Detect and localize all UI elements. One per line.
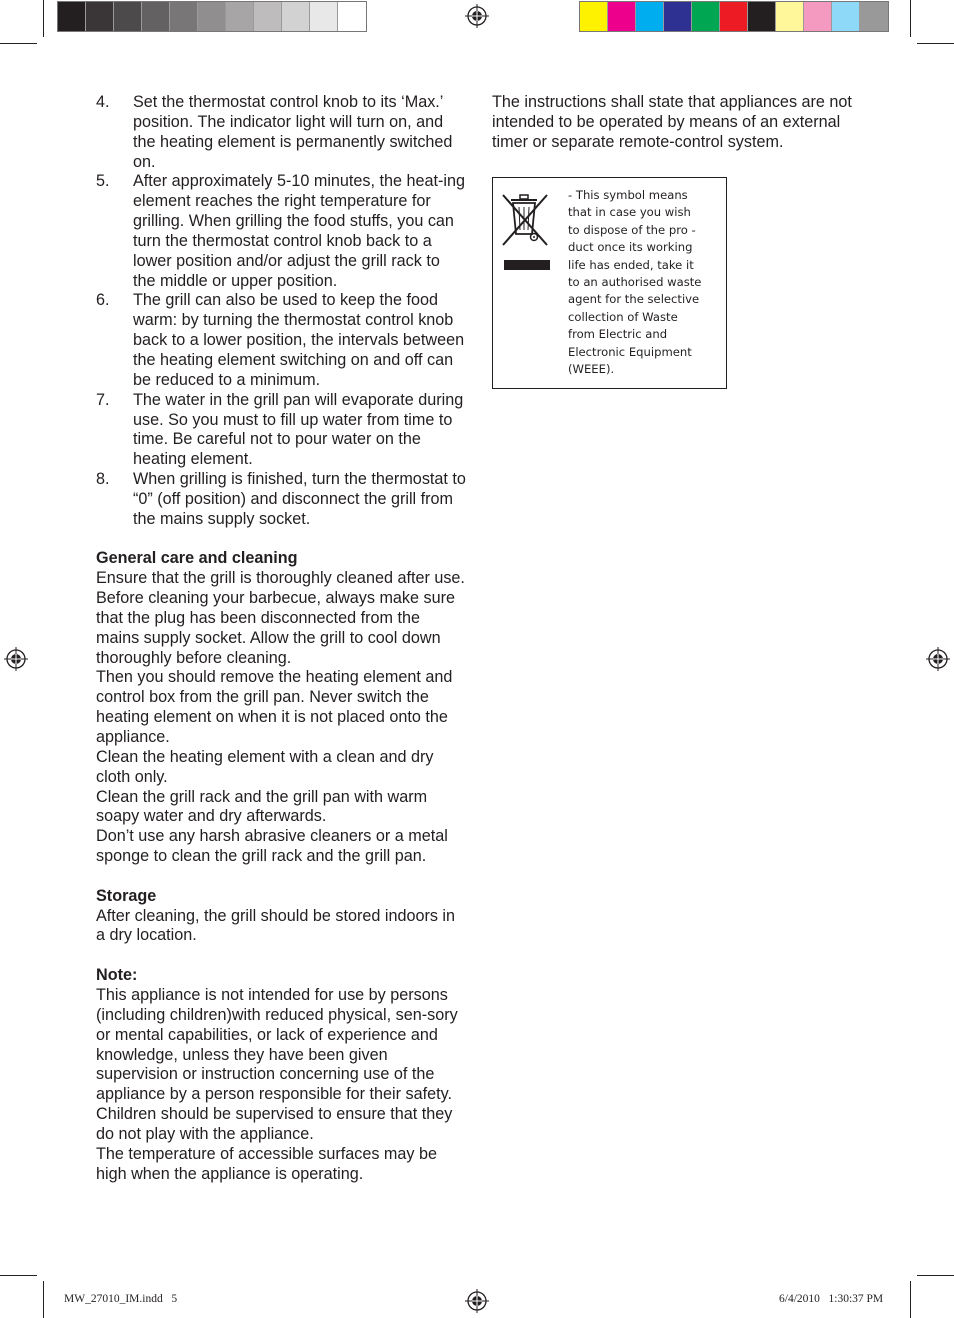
gray-swatch-bar	[57, 1, 367, 32]
weee-line: to dispose of the pro -	[568, 222, 696, 237]
weee-line: to an authorised waste	[568, 275, 702, 290]
crop-mark	[0, 43, 37, 44]
weee-line: collection of Waste	[568, 309, 678, 324]
crop-mark	[917, 43, 954, 44]
color-swatch	[720, 2, 748, 31]
step-number: 7.	[96, 390, 110, 409]
slug-datetime: 6/4/2010 1:30:37 PM	[779, 1293, 884, 1305]
weee-line: - This symbol means	[568, 188, 688, 202]
registration-mark-icon	[465, 1289, 489, 1313]
care-paragraph: Clean the grill rack and the grill pan with warm soapy water and dry afterwards.	[96, 787, 428, 826]
registration-mark-icon	[465, 4, 489, 28]
color-swatch	[142, 2, 170, 31]
color-swatch	[198, 2, 226, 31]
note-paragraph: This appliance is not intended for use by persons (including children)with reduced physical, sen-sory or mental capabilities, or lack of experience and knowledge, unless they have been given supervision or instruction concerning use of the appliance by a person responsible for their safety.	[96, 985, 458, 1104]
left-column	[96, 93, 466, 1184]
weee-description	[568, 187, 718, 378]
right-column	[492, 93, 872, 153]
step-text: Set the thermostat control knob to its ‘Max.’ position. The indicator light will turn on, and the heating element is permanently switched on.	[133, 93, 453, 171]
step-text: The grill can also be used to keep the food warm: by turning the thermostat control knob back to a lower position, the intervals between the heating element switching on and off can be reduced to a minimum.	[133, 291, 465, 389]
note-paragraph: The temperature of accessible surfaces may be high when the appliance is operating.	[96, 1144, 437, 1183]
color-swatch	[860, 2, 888, 31]
slug-filename: MW_27010_IM.indd 5	[64, 1293, 178, 1305]
color-swatch	[636, 2, 664, 31]
weee-line: duct once its working	[568, 240, 693, 255]
color-swatch	[338, 2, 366, 31]
color-swatch	[226, 2, 254, 31]
color-swatch	[254, 2, 282, 31]
color-swatch	[692, 2, 720, 31]
step-number: 5.	[96, 172, 110, 191]
step-number: 6.	[96, 291, 110, 310]
note-paragraph: Children should be supervised to ensure that they do not play with the appliance.	[96, 1105, 453, 1143]
crop-mark	[910, 0, 911, 37]
registration-mark-icon	[4, 647, 28, 671]
registration-mark-icon	[926, 647, 950, 671]
color-swatch	[580, 2, 608, 31]
color-swatch	[804, 2, 832, 31]
care-paragraph: Don’t use any harsh abrasive cleaners or a metal sponge to clean the grill rack and the grill pan.	[96, 827, 448, 866]
timer-notice: The instructions shall state that appliances are not intended to be operated by means of an external timer or separate remote-control system.	[492, 93, 852, 151]
care-paragraph: Before cleaning your barbecue, always make sure that the plug has been disconnected from the mains supply socket. Allow the grill to cool down thoroughly before cleaning.	[96, 589, 456, 667]
step-number: 4.	[96, 93, 110, 111]
color-swatch	[58, 2, 86, 31]
weee-line: (WEEE).	[568, 362, 615, 377]
color-swatch	[608, 2, 636, 31]
crop-mark	[910, 1281, 911, 1318]
step-number: 8.	[96, 470, 110, 489]
crop-mark	[43, 0, 44, 37]
storage-heading: Storage	[96, 886, 157, 905]
weee-notice-box	[492, 177, 727, 389]
weee-line: from Electric and	[568, 327, 668, 342]
care-paragraph: Clean the heating element with a clean and dry cloth only.	[96, 747, 434, 786]
storage-text: After cleaning, the grill should be stored indoors in a dry location.	[96, 906, 456, 945]
color-swatch	[114, 2, 142, 31]
instruction-steps	[96, 93, 466, 530]
weee-line: Electronic Equipment	[568, 344, 692, 359]
color-swatch	[310, 2, 338, 31]
color-swatch	[282, 2, 310, 31]
list-item	[96, 470, 466, 530]
color-swatch	[748, 2, 776, 31]
crossed-out-wheelie-bin-icon	[501, 190, 551, 270]
note-heading: Note:	[96, 966, 138, 985]
color-swatch	[832, 2, 860, 31]
list-item	[96, 291, 466, 390]
color-swatch	[170, 2, 198, 31]
crop-mark	[43, 1281, 44, 1318]
crop-mark	[917, 1275, 954, 1276]
list-item	[96, 391, 466, 470]
color-swatch	[776, 2, 804, 31]
list-item	[96, 93, 466, 172]
step-text: After approximately 5-10 minutes, the heat-ing element reaches the right temperature for grilling. When grilling the food stuffs, you can turn the thermostat control knob back to a lower position and/or adjust the grill rack to the middle or upper position.	[133, 172, 466, 290]
care-heading: General care and cleaning	[96, 549, 298, 568]
weee-line: agent for the selective	[568, 292, 700, 307]
list-item	[96, 172, 466, 291]
crop-mark	[0, 1275, 37, 1276]
care-paragraph: Ensure that the grill is thoroughly cleaned after use.	[96, 569, 465, 588]
color-swatch	[664, 2, 692, 31]
care-paragraph: Then you should remove the heating element and control box from the grill pan. Never switch the heating element on when it is not placed onto the appliance.	[96, 668, 453, 746]
weee-line: life has ended, take it	[568, 257, 694, 272]
color-swatch	[86, 2, 114, 31]
step-text: When grilling is finished, turn the thermostat to “0” (off position) and disconnect the grill from the mains supply socket.	[133, 470, 466, 528]
step-text: The water in the grill pan will evaporate during use. So you must to fill up water from time to time. Be careful not to pour water on the heating element.	[133, 390, 464, 469]
weee-line: that in case you wish	[568, 205, 691, 220]
color-swatch-bar	[579, 1, 889, 32]
